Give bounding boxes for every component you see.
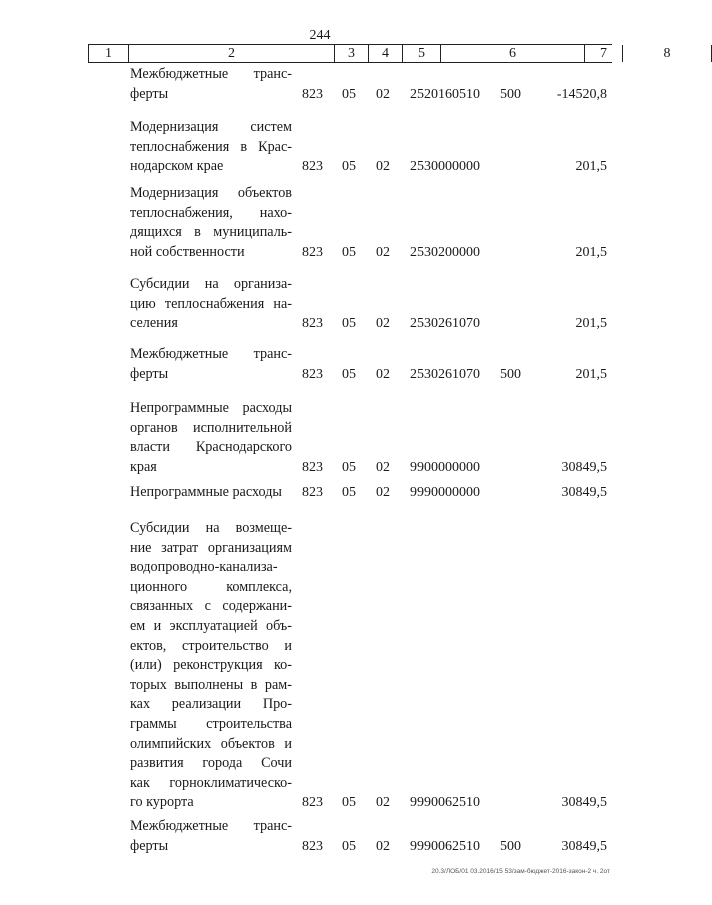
row-c8: 30849,5: [561, 795, 607, 811]
row-c3: 823: [302, 159, 323, 175]
row-c5: 02: [376, 316, 390, 332]
row-c6: 2520160510: [410, 86, 480, 102]
row-c4: 05: [342, 316, 356, 332]
header-col-6: 6: [440, 45, 584, 62]
row-name-line: развития города Сочи: [130, 755, 292, 772]
row-c4: 05: [342, 244, 356, 260]
row-c6: 9990062510: [410, 838, 480, 854]
row-name-line: селения: [130, 315, 178, 332]
row-c4: 05: [342, 159, 356, 175]
row-c8: 201,5: [575, 316, 607, 332]
row-c4: 05: [342, 795, 356, 811]
row-name-line: Модернизация систем: [130, 119, 292, 135]
row-c8: 201,5: [575, 244, 607, 260]
row-name-line: края: [130, 458, 157, 475]
row-name-line: цию теплоснабжения на-: [130, 295, 292, 312]
header-col-5: 5: [402, 45, 440, 62]
row-c8: -14520,8: [556, 86, 607, 102]
row-c3: 823: [302, 244, 323, 260]
row-name-line: ем и эксплуатацией объ-: [130, 617, 292, 634]
row-name-line: власти Краснодарского: [130, 439, 292, 456]
header-col-4: 4: [368, 45, 402, 62]
row-c8: 201,5: [575, 366, 607, 382]
row-name: [130, 275, 292, 334]
row-name-line: Межбюджетные транс-: [130, 346, 292, 362]
row-c5: 02: [376, 485, 390, 500]
row-name-line: го курорта: [130, 794, 194, 811]
row-name: [130, 345, 292, 384]
row-c4: 05: [342, 838, 356, 854]
row-c5: 02: [376, 159, 390, 175]
row-name-line: олимпийских объектов и: [130, 735, 292, 752]
row-c4: 05: [342, 485, 356, 500]
row-c3: 823: [302, 838, 323, 854]
row-name-line: органов исполнительной: [130, 419, 292, 436]
row-c4: 05: [342, 366, 356, 382]
row-c7: 500: [500, 366, 521, 382]
row-name-line: теплоснабжения в Крас-: [130, 138, 292, 155]
row-name-line: Межбюджетные транс-: [130, 66, 292, 82]
row-name-line: связанных с содержани-: [130, 598, 292, 615]
header-col-1: 1: [88, 45, 128, 62]
row-name-line: ектов, строительство и: [130, 637, 292, 654]
row-name: [130, 65, 292, 104]
row-name-line: Модернизация объектов: [130, 185, 292, 201]
row-c6: 9900000000: [410, 459, 480, 475]
row-c8: 30849,5: [561, 838, 607, 854]
row-name-line: как горноклиматическо-: [130, 774, 292, 791]
row-c6: 9990062510: [410, 795, 480, 811]
row-name-line: граммы строительства: [130, 715, 292, 732]
row-c6: 2530000000: [410, 159, 480, 175]
row-c5: 02: [376, 838, 390, 854]
row-c6: 2530261070: [410, 366, 480, 382]
row-c8: 30849,5: [561, 459, 607, 475]
row-c8: 30849,5: [561, 485, 607, 500]
row-name-line: торых выполнены в рам-: [130, 676, 292, 693]
row-c4: 05: [342, 459, 356, 475]
row-name: [130, 817, 292, 856]
row-c7: 500: [500, 86, 521, 102]
row-c5: 02: [376, 459, 390, 475]
row-name-line: ние затрат организациям: [130, 539, 292, 556]
row-c5: 02: [376, 86, 390, 102]
row-c3: 823: [302, 795, 323, 811]
row-name-line: ферты: [130, 365, 169, 382]
row-c3: 823: [302, 366, 323, 382]
page-number: 244: [309, 28, 331, 43]
row-c3: 823: [302, 86, 323, 102]
row-name: [130, 519, 292, 813]
row-name-line: ках реализации Про-: [130, 696, 292, 713]
row-c8: 201,5: [575, 159, 607, 175]
row-name-line: (или) реконструкция ко-: [130, 657, 292, 674]
row-c7: 500: [500, 838, 521, 854]
row-name-line: Межбюджетные транс-: [130, 818, 292, 834]
header-col-7: 7: [584, 45, 622, 62]
row-name-line: ционного комплекса,: [130, 578, 292, 595]
row-c6: 9990000000: [410, 485, 480, 500]
row-c6: 2530200000: [410, 244, 480, 260]
row-name-line: Субсидии на организа-: [130, 276, 292, 292]
row-name-line: ферты: [130, 85, 169, 102]
row-name: [130, 399, 292, 477]
row-c4: 05: [342, 86, 356, 102]
row-c3: 823: [302, 316, 323, 332]
row-name-line: ферты: [130, 837, 169, 854]
row-c3: 823: [302, 485, 323, 500]
row-c5: 02: [376, 366, 390, 382]
row-name-line: ной собственности: [130, 243, 245, 260]
header-col-8: 8: [622, 45, 712, 62]
row-name: [130, 184, 292, 262]
row-name-line: теплоснабжения, нахо-: [130, 204, 292, 221]
row-name-line: Непрограммные расходы: [130, 400, 292, 416]
row-name: [130, 118, 292, 177]
row-c5: 02: [376, 795, 390, 811]
row-name-line: Непрограммные расходы: [130, 484, 282, 500]
row-name: [130, 483, 292, 503]
row-c6: 2530261070: [410, 316, 480, 332]
table-header-row: [88, 44, 671, 63]
row-c3: 823: [302, 459, 323, 475]
row-name-line: Субсидии на возмеще-: [130, 520, 292, 536]
row-name-line: водопроводно-канализа-: [130, 559, 278, 576]
header-col-2: 2: [128, 45, 334, 62]
row-name-line: дящихся в муниципаль-: [130, 224, 292, 241]
footer-stamp: 20.3/ЛОБ/01 03.2016/15 53/зам-бюджет-2016-закон-2 ч. 2от: [431, 868, 610, 875]
row-c5: 02: [376, 244, 390, 260]
header-col-3: 3: [334, 45, 368, 62]
row-name-line: нодарском крае: [130, 158, 224, 175]
